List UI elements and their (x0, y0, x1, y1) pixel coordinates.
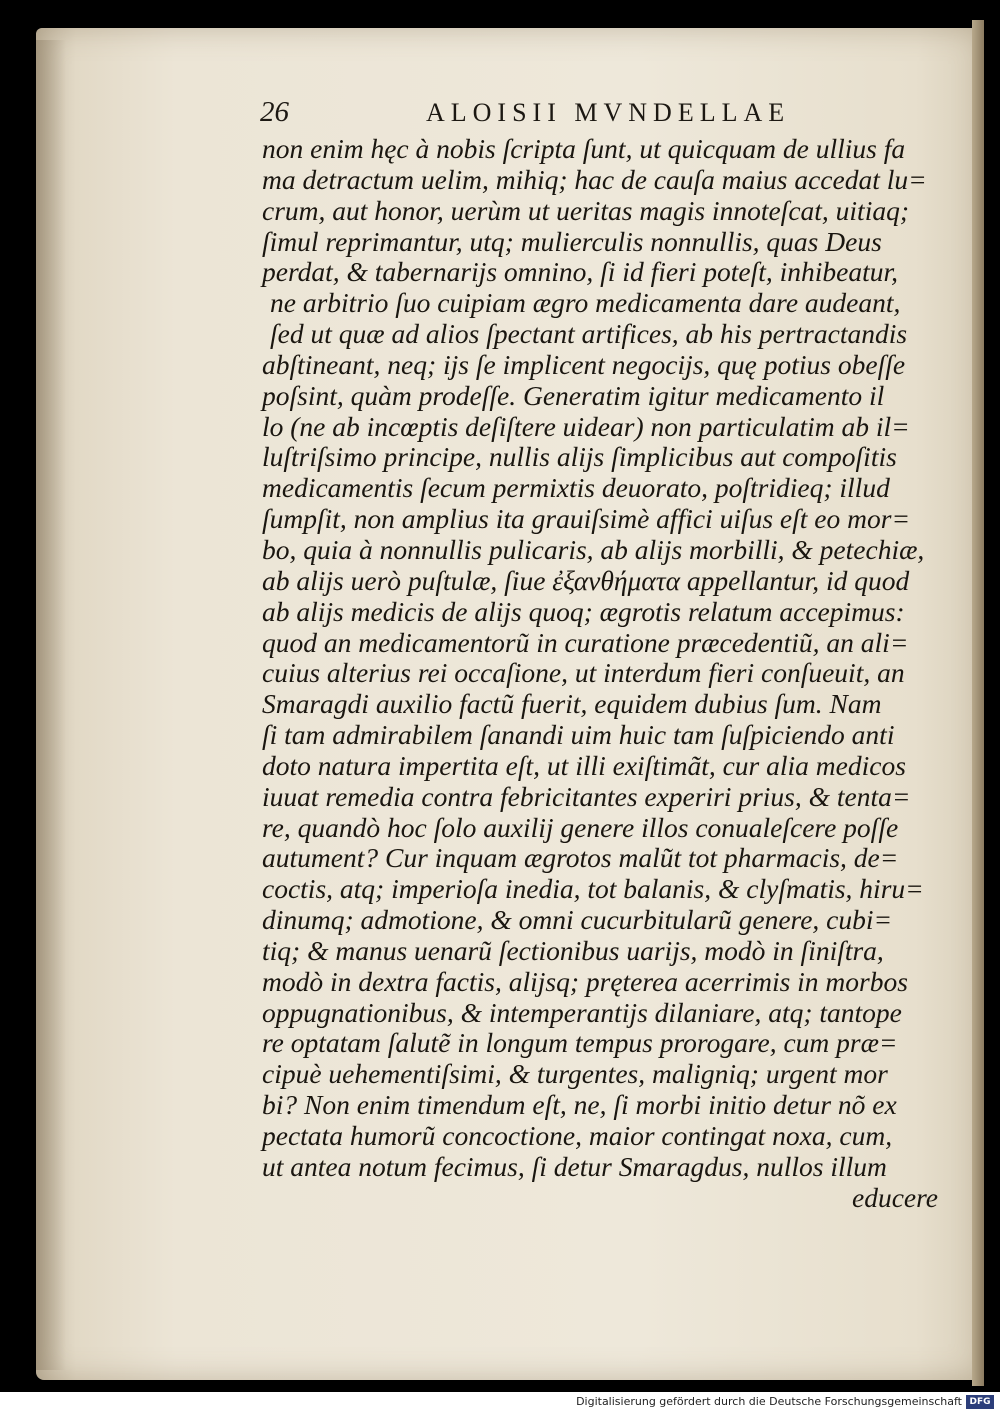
text-line: ma detractum uelim, mihiq; hac de cauſa maius accedat lu= (262, 163, 927, 195)
text-line: iuuat remedia contra febricitantes experiri prius, & tenta= (262, 780, 911, 812)
text-line: abſtineant, neq; ijs ſe implicent negocijs, quę potius obeſſe (262, 348, 906, 380)
text-line: perdat, & tabernarijs omnino, ſi id fieri poteſt, inhibeatur, (262, 256, 899, 288)
text-line: bi? Non enim timendum eſt, ne, ſi morbi initio detur nõ ex (262, 1089, 897, 1121)
text-line: luſtriſsimo principe, nullis alijs ſimplicibus aut compoſitis (262, 441, 897, 473)
dfg-logo: DFG (966, 1395, 994, 1409)
text-line: modò in dextra factis, alijsq; pręterea acerrimis in morbos (262, 965, 908, 997)
text-line: autument? Cur inquam ægrotos malũt tot pharmacis, de= (262, 842, 899, 874)
text-line: non enim hęc à nobis ſcripta ſunt, ut quicquam de ullius fa (262, 133, 906, 164)
text-line: ne arbitrio ſuo cuipiam ægro medicamenta dare audeant, (270, 287, 901, 319)
text-line: pectata humorũ concoctione, maior contingat noxa, cum, (262, 1120, 893, 1151)
page-number: 26 (260, 96, 289, 128)
text-line: dinumq; admotione, & omni cucurbitularũ genere, cubi= (262, 904, 893, 936)
text-line: ut antea notum fecimus, ſi detur Smaragdus, nullos illum (262, 1150, 887, 1182)
text-line: poſsint, quàm prodeſſe. Generatim igitur medicamento il (262, 379, 885, 411)
text-line: ſi tam admirabilem ſanandi uim huic tam ſuſpiciendo anti (262, 719, 895, 751)
text-line: tiq; & manus uenarũ ſectionibus uarijs, modò in ſiniſtra, (262, 934, 884, 966)
text-line: lo (ne ab incœptis deſiſtere uidear) non particulatim ab il= (262, 410, 910, 442)
body-text (262, 134, 948, 1214)
catchword: educere (851, 1181, 938, 1213)
text-line: medicamentis ſecum permixtis deuorato, poſtridieq; illud (262, 472, 890, 504)
text-line: quod an medicamentorũ in curatione præcedentiũ, an ali= (262, 626, 909, 658)
page-header (258, 96, 798, 132)
text-line: cipuè uehementiſsimi, & turgentes, maligniq; urgent mor (262, 1058, 888, 1090)
running-head: ALOISII MVNDELLAE (426, 98, 791, 127)
text-line: coctis, atq; imperioſa inedia, tot balanis, & clyſmatis, hiru= (262, 873, 924, 905)
text-line: ab alijs uerò puſtulæ, ſiue ἐξανθήματα appellantur, id quod (262, 564, 910, 596)
text-line: ab alijs medicis de alijs quoq; ægrotis relatum accepimus: (262, 595, 905, 627)
text-line: bo, quia à nonnullis pulicaris, ab alijs morbilli, & petechiæ, (262, 533, 925, 565)
digitization-footer (0, 1392, 1000, 1413)
text-line: ſimul reprimantur, utq; mulierculis nonnullis, quas Deus (262, 225, 882, 257)
page-gutter-shadow (36, 40, 66, 1370)
text-line: re, quandò hoc ſolo auxilij genere illos conualeſcere poſſe (262, 811, 899, 843)
text-line: re optatam ſalutẽ in longum tempus prorogare, cum præ= (262, 1027, 898, 1059)
text-line: ſumpſit, non amplius ita grauiſsimè affici uiſus eſt eo mor= (262, 503, 910, 535)
funding-credit: Digitalisierung gefördert durch die Deutsche Forschungsgemeinschaft (576, 1395, 962, 1408)
text-line: crum, aut honor, uerùm ut ueritas magis innoteſcat, uitiaq; (262, 194, 909, 226)
text-line: Smaragdi auxilio factũ fuerit, equidem dubius ſum. Nam (262, 688, 882, 720)
text-line: oppugnationibus, & intemperantijs dilaniare, atq; tantope (262, 996, 902, 1028)
page-fore-edge (972, 20, 984, 1386)
text-line: cuius alterius rei occaſione, ut interdum fieri conſueuit, an (262, 657, 905, 689)
text-line: doto natura impertita eſt, ut illi exiſtimãt, cur alia medicos (262, 749, 906, 781)
text-line: ſed ut quæ ad alios ſpectant artifices, ab his pertractandis (270, 318, 908, 350)
